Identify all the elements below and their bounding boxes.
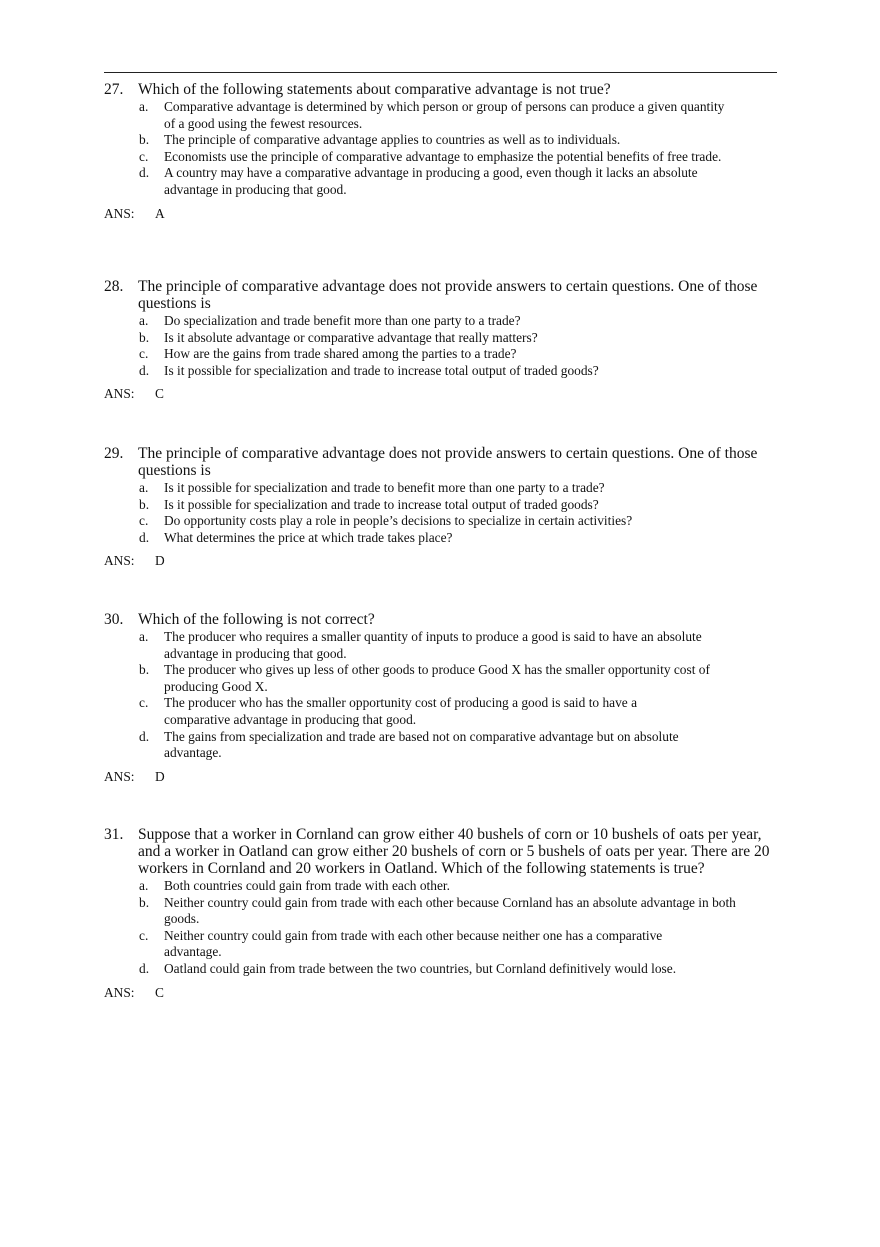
question-number: 31. [104,826,124,843]
option-d [104,961,764,978]
option-letter: c. [139,346,149,362]
option-text: Neither country could gain from trade with each other because Cornland has an absolute advantage in both goods. [164,894,736,927]
answer-label: ANS: [104,386,135,402]
option-text: Do opportunity costs play a role in people’s decisions to specialize in certain activities? [164,513,633,529]
question-number: 27. [104,81,124,98]
option-text: The producer who has the smaller opportunity cost of producing a good is said to have a comparative advantage in producing that good. [164,695,638,727]
option-letter: c. [139,148,149,164]
option-text: Both countries could gain from trade with each other. [164,878,450,893]
option-text: Is it possible for specialization and trade to increase total output of traded goods? [164,362,599,378]
option-c [104,513,739,530]
answer-label: ANS: [104,205,135,221]
header-rule [104,72,777,73]
answer-value: C [155,386,164,402]
option-letter: b. [139,132,150,148]
question-31 [104,826,780,1001]
question-stem [104,826,780,877]
option-text: Is it absolute advantage or comparative advantage that really matters? [164,329,538,345]
question-number: 29. [104,445,124,462]
option-c [104,928,709,961]
answer-label: ANS: [104,984,135,1000]
option-d [104,530,739,547]
answer-value: C [155,984,164,1000]
option-letter: b. [139,329,150,345]
option-letter: d. [139,529,150,545]
question-28 [104,278,780,402]
question-stem [104,278,780,312]
option-list [104,313,780,379]
option-a [104,99,734,132]
option-text: The gains from specialization and trade are based not on comparative advantage but on absolute advantage. [164,728,679,761]
question-text: Which of the following is not correct? [138,611,375,628]
option-list [104,878,780,978]
option-d [104,729,730,762]
answer-label: ANS: [104,553,135,569]
option-c [104,695,684,728]
option-text: Is it possible for specialization and trade to benefit more than one party to a trade? [164,480,605,495]
question-27 [104,81,780,222]
option-text: Do specialization and trade benefit more than one party to a trade? [164,313,521,328]
option-letter: d. [139,960,150,976]
option-text: Economists use the principle of comparative advantage to emphasize the potential benefits of free trade. [164,148,722,164]
answer-value: D [155,553,165,569]
answer-line [104,385,780,402]
option-letter: b. [139,662,150,678]
question-number: 28. [104,278,124,295]
option-text: How are the gains from trade shared among the parties to a trade? [164,346,517,362]
question-text: The principle of comparative advantage does not provide answers to certain questions. One of those questions is [138,445,758,479]
question-stem [104,81,780,98]
option-letter: a. [139,480,149,495]
option-b [104,330,739,347]
question-stem [104,445,780,479]
option-letter: d. [139,728,150,744]
question-number: 30. [104,611,124,628]
answer-value: D [155,768,165,784]
option-letter: c. [139,513,149,529]
option-b [104,132,739,149]
answer-line [104,552,780,569]
option-text: Comparative advantage is determined by which person or group of persons can produce a given quantity of a good using the fewest resources. [164,99,725,131]
option-text: Neither country could gain from trade with each other because neither one has a comparative advantage. [164,927,663,960]
option-a [104,878,739,895]
question-29 [104,445,780,569]
option-letter: c. [139,695,149,711]
option-text: The producer who gives up less of other goods to produce Good X has the smaller opportunity cost of producing Good X. [164,662,710,694]
option-d [104,165,744,198]
option-text: The principle of comparative advantage applies to countries as well as to individuals. [164,132,621,148]
question-30 [104,611,780,785]
option-a [104,480,739,497]
option-b [104,662,744,695]
option-letter: a. [139,878,149,893]
option-a [104,313,739,330]
answer-line [104,768,780,785]
answer-line [104,205,780,222]
option-a [104,629,704,662]
option-list [104,99,780,199]
question-text: Suppose that a worker in Cornland can grow either 40 bushels of corn or 10 bushels of oats per year, and a worker in Oatland can grow either 20 bushels of corn or 5 bushels of oats per year. There are 20 workers in Cornland and 20 workers in Oatland. Which of the following statements is true? [138,826,770,877]
option-letter: d. [139,362,150,378]
option-text: A country may have a comparative advantage in producing a good, even though it lacks an absolute advantage in producing that good. [164,165,698,197]
option-list [104,629,780,762]
answer-line [104,984,780,1001]
question-text: The principle of comparative advantage does not provide answers to certain questions. One of those questions is [138,278,758,312]
option-text: What determines the price at which trade takes place? [164,529,453,545]
question-stem [104,611,780,628]
option-letter: c. [139,927,149,943]
option-letter: d. [139,165,150,181]
answer-label: ANS: [104,768,135,784]
option-letter: a. [139,313,149,328]
option-text: Is it possible for specialization and trade to increase total output of traded goods? [164,496,599,512]
option-text: The producer who requires a smaller quantity of inputs to produce a good is said to have an absolute advantage in producing that good. [164,629,702,661]
option-letter: b. [139,496,150,512]
option-letter: a. [139,629,149,644]
option-list [104,480,780,546]
option-c [104,149,734,166]
option-c [104,346,739,363]
option-text: Oatland could gain from trade between the two countries, but Cornland definitively would lose. [164,960,677,976]
option-b [104,895,739,928]
option-letter: a. [139,99,149,114]
option-b [104,497,739,514]
answer-value: A [155,205,165,221]
question-text: Which of the following statements about comparative advantage is not true? [138,81,611,98]
option-letter: b. [139,894,150,910]
option-d [104,363,739,380]
